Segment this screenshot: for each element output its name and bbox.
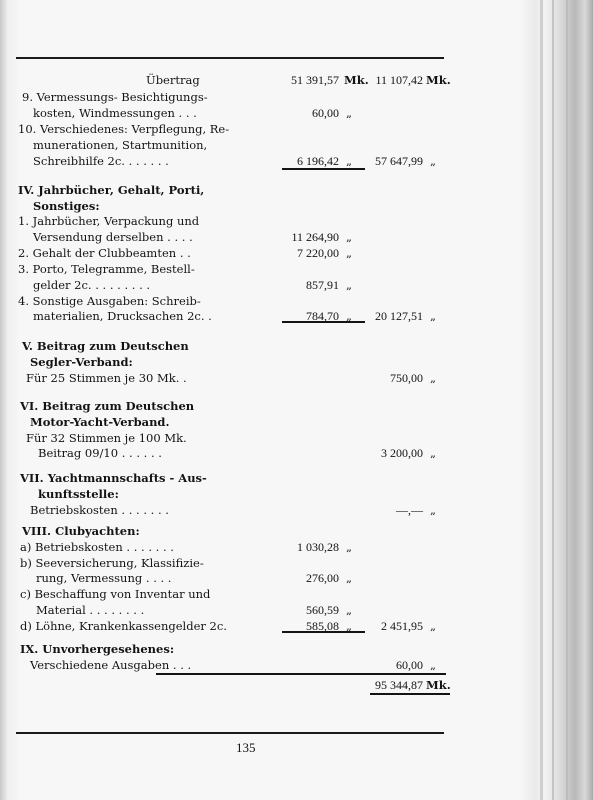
- amount-col1-s4i2: 7 220,00: [297, 246, 339, 260]
- section-heading-s6a: VI. Beitrag zum Deutschen: [20, 399, 195, 413]
- line-text-s8i3a: c) Beschaffung von Inventar und: [20, 587, 211, 601]
- ditto-mark-col1-s8i2b: „: [346, 571, 352, 585]
- line-text-s9b: Verschiedene Ausgaben . . .: [30, 658, 192, 672]
- ditto-mark-col1-s8i1: „: [346, 540, 352, 554]
- carry-over-unit-2: Mk.: [426, 73, 451, 87]
- ditto-mark-col2-s6d: „: [430, 446, 436, 460]
- page-edge-3: [566, 0, 568, 800]
- line-text-s4i2: 2. Gehalt der Clubbeamten . .: [18, 246, 191, 260]
- amount-col1-s8i2b: 276,00: [306, 571, 339, 585]
- amount-col2-s4i4b: 20 127,51: [375, 309, 423, 323]
- line-text-s4i3b: gelder 2c. . . . . . . . .: [33, 278, 151, 292]
- line-text-s8i2b: rung, Vermessung . . . .: [36, 571, 172, 585]
- line-text-s4i3a: 3. Porto, Telegramme, Bestell-: [18, 262, 195, 276]
- ditto-mark-col1-s4i3b: „: [346, 278, 352, 292]
- line-text-i9a: 9. Vermessungs- Besichtigungs-: [22, 90, 208, 104]
- amount-col1-s4i1b: 11 264,90: [291, 230, 339, 244]
- amount-col2-s9b: 60,00: [396, 658, 423, 672]
- line-text-s4i1b: Versendung derselben . . . .: [33, 230, 193, 244]
- section-heading-s5a: V. Beitrag zum Deutschen: [22, 339, 189, 353]
- amount-col1-s4i4b: 784,70: [306, 309, 339, 323]
- ditto-mark-col2-s4i4b: „: [430, 309, 436, 323]
- underline-total-top: [156, 673, 446, 675]
- amount-col1-i10c: 6 196,42: [297, 154, 339, 168]
- line-text-s5c: Für 25 Stimmen je 30 Mk. .: [26, 371, 187, 385]
- line-text-i10c: Schreibhilfe 2c. . . . . . .: [33, 154, 169, 168]
- line-text-s6c: Für 32 Stimmen je 100 Mk.: [26, 431, 187, 445]
- carry-over-value-1: 51 391,57: [291, 73, 339, 87]
- section-heading-s7a: VII. Yachtmannschafts - Aus-: [20, 471, 207, 485]
- line-text-s4i1a: 1. Jahrbücher, Verpackung und: [18, 214, 200, 228]
- ditto-mark-col2-s7c: „: [430, 503, 436, 517]
- ditto-mark-col1-s4i1b: „: [346, 230, 352, 244]
- section-heading-s7b: kunftsstelle:: [38, 487, 119, 501]
- amount-col1-i9b: 60,00: [312, 106, 339, 120]
- section-heading-s5b: Segler-Verband:: [30, 355, 133, 369]
- section-heading-s4a: IV. Jahrbücher, Gehalt, Porti,: [18, 183, 205, 197]
- page-number: 135: [236, 740, 256, 755]
- line-text-s7c: Betriebskosten . . . . . . .: [30, 503, 169, 517]
- amount-col1-s4i3b: 857,91: [306, 278, 339, 292]
- carry-over-unit-1: Mk.: [344, 73, 369, 87]
- ditto-mark-col1-s8i4: „: [346, 619, 352, 633]
- amount-col2-s5c: 750,00: [390, 371, 423, 385]
- carry-over-value-2: 11 107,42: [375, 73, 423, 87]
- ditto-mark-col2-s5c: „: [430, 371, 436, 385]
- page-edge-2: [552, 0, 554, 800]
- line-text-s8i4: d) Löhne, Krankenkassengelder 2c.: [20, 619, 227, 633]
- ditto-mark-col2-s8i4: „: [430, 619, 436, 633]
- carry-over-label: Übertrag: [146, 73, 200, 87]
- ditto-mark-col2-s9b: „: [430, 658, 436, 672]
- total-unit: Mk.: [426, 678, 451, 692]
- amount-col2-i10c: 57 647,99: [375, 154, 423, 168]
- ditto-mark-col1-i9b: „: [346, 106, 352, 120]
- ditto-mark-col1-i10c: „: [346, 154, 352, 168]
- amount-col2-s6d: 3 200,00: [381, 446, 423, 460]
- ditto-mark-col1-s8i3b: „: [346, 603, 352, 617]
- ditto-mark-col1-s4i2: „: [346, 246, 352, 260]
- line-text-i10b: munerationen, Startmunition,: [33, 138, 208, 152]
- amount-col1-s8i1: 1 030,28: [297, 540, 339, 554]
- underline-col1-sec3: [282, 168, 365, 170]
- top-rule: [16, 57, 444, 59]
- bottom-rule: [16, 732, 444, 734]
- page-edge-1: [540, 0, 543, 800]
- section-heading-s8a: VIII. Clubyachten:: [22, 524, 140, 538]
- amount-col1-s8i3b: 560,59: [306, 603, 339, 617]
- amount-col2-s7c: —,—: [396, 503, 423, 517]
- amount-col1-s8i4: 585,08: [306, 619, 339, 633]
- line-text-s8i2a: b) Seeversicherung, Klassifizie-: [20, 556, 204, 570]
- line-text-i10a: 10. Verschiedenes: Verpflegung, Re-: [18, 122, 230, 136]
- line-text-s8i1: a) Betriebskosten . . . . . . .: [20, 540, 174, 554]
- amount-col2-s8i4: 2 451,95: [381, 619, 423, 633]
- section-heading-s4b: Sonstiges:: [33, 199, 100, 213]
- ditto-mark-col2-i10c: „: [430, 154, 436, 168]
- line-text-s4i4b: materialien, Drucksachen 2c. .: [33, 309, 212, 323]
- line-text-s8i3b: Material . . . . . . . .: [36, 603, 145, 617]
- line-text-s4i4a: 4. Sonstige Ausgaben: Schreib-: [18, 294, 201, 308]
- line-text-s6d: Beitrag 09/10 . . . . . .: [38, 446, 162, 460]
- section-heading-s9a: IX. Unvorhergesehenes:: [20, 642, 175, 656]
- ditto-mark-col1-s4i4b: „: [346, 309, 352, 323]
- section-heading-s6b: Motor-Yacht-Verband.: [30, 415, 170, 429]
- underline-total-bottom: [370, 693, 450, 695]
- line-text-i9b: kosten, Windmessungen . . .: [33, 106, 197, 120]
- total-value: 95 344,87: [375, 678, 423, 692]
